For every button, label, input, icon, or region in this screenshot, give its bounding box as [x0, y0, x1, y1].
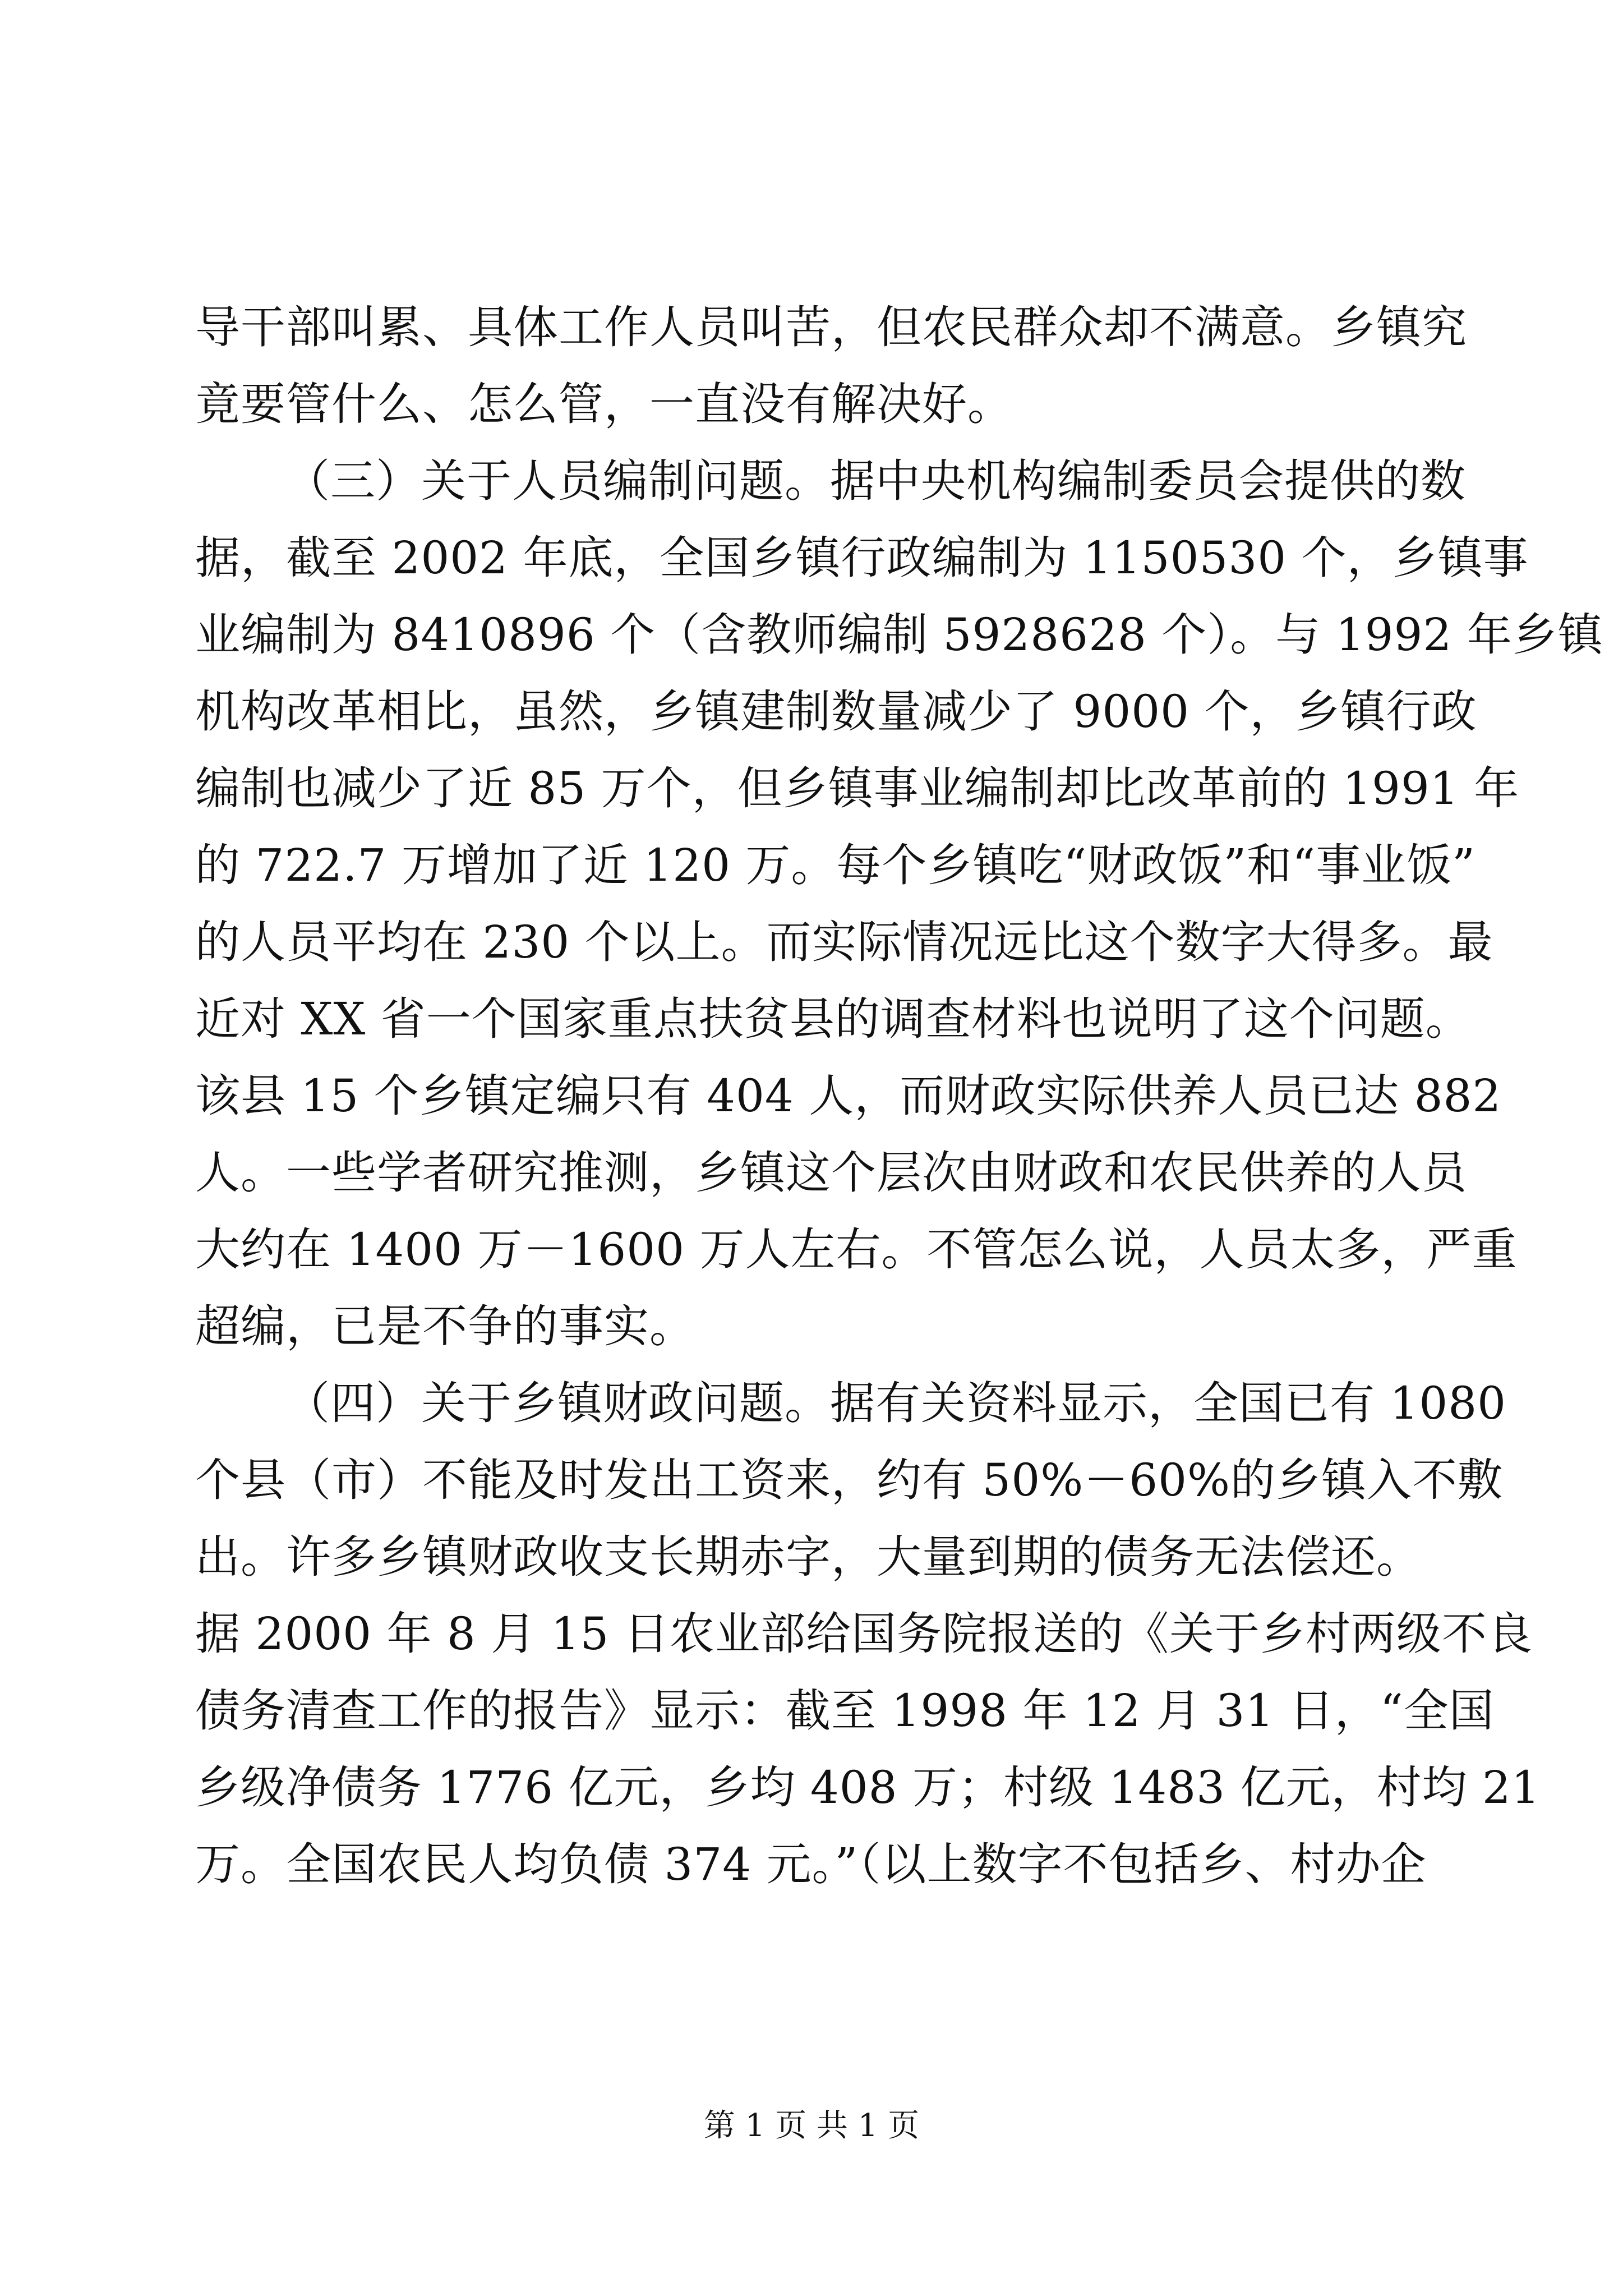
paragraph-start-line: （三）关于人员编制问题。据中央机构编制委员会提供的数: [285, 455, 1466, 507]
text-line: 的人员平均在 230 个以上。而实际情况远比这个数字大得多。最: [195, 916, 1493, 968]
text-line: 竟要管什么、怎么管，一直没有解决好。: [195, 378, 1013, 430]
text-line: 导干部叫累、具体工作人员叫苦，但农民群众却不满意。乡镇究: [195, 301, 1467, 353]
text-line: 该县 15 个乡镇定编只有 404 人，而财政实际供养人员已达 882: [195, 1070, 1502, 1122]
text-line: 超编，已是不争的事实。: [195, 1300, 695, 1352]
text-line: 个县（市）不能及时发出工资来，约有 50%－60%的乡镇入不敷: [195, 1454, 1504, 1506]
paragraph-start-line: （四）关于乡镇财政问题。据有关资料显示，全国已有 1080: [285, 1377, 1507, 1429]
text-line: 万。全国农民人均负债 374 元。”（以上数字不包括乡、村办企: [195, 1838, 1427, 1890]
text-line: 近对 XX 省一个国家重点扶贫县的调查材料也说明了这个问题。: [195, 993, 1471, 1045]
text-line: 业编制为 8410896 个（含教师编制 5928628 个）。与 1992 年乡镇: [195, 609, 1603, 661]
text-line: 的 722.7 万增加了近 120 万。每个乡镇吃“财政饭”和“事业饭”: [195, 839, 1476, 891]
page-footer: 第 1 页 共 1 页: [703, 2108, 920, 2144]
document-body: [195, 289, 1603, 1903]
text-line: 编制也减少了近 85 万个，但乡镇事业编制却比改革前的 1991 年: [195, 762, 1520, 815]
text-line: 据 2000 年 8 月 15 日农业部给国务院报送的《关于乡村两级不良: [195, 1608, 1533, 1660]
text-line: 出。许多乡镇财政收支长期赤字，大量到期的债务无法偿还。: [195, 1531, 1422, 1583]
text-line: 人。一些学者研究推测，乡镇这个层次由财政和农民供养的人员: [195, 1147, 1467, 1199]
text-line: 据，截至 2002 年底，全国乡镇行政编制为 1150530 个，乡镇事: [195, 532, 1529, 584]
text-line: 大约在 1400 万－1600 万人左右。不管怎么说，人员太多，严重: [195, 1223, 1518, 1276]
text-line: 乡级净债务 1776 亿元，乡均 408 万；村级 1483 亿元，村均 21: [195, 1761, 1541, 1814]
text-line: 债务清查工作的报告》显示：截至 1998 年 12 月 31 日，“全国: [195, 1685, 1495, 1737]
text-line: 机构改革相比，虽然，乡镇建制数量减少了 9000 个，乡镇行政: [195, 685, 1477, 738]
